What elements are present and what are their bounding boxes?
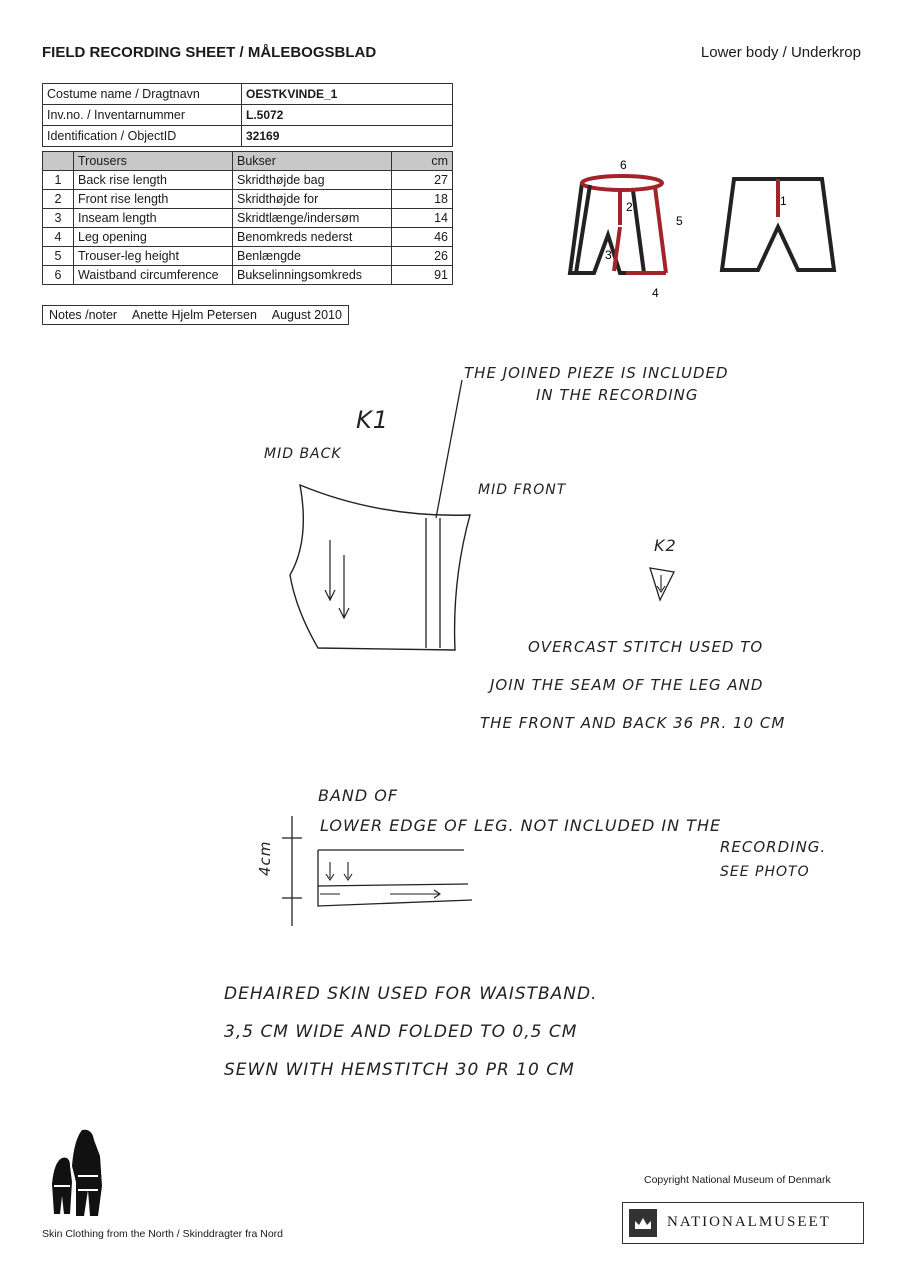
table-row [43, 84, 453, 105]
info-value: 32169 [242, 126, 453, 147]
row-label-da: Skridtlænge/indersøm [233, 209, 392, 228]
overcast-note-3: THE FRONT AND BACK 36 PR. 10 CM [480, 714, 786, 732]
adult-figure [72, 1130, 102, 1216]
notes-date: August 2010 [271, 308, 342, 322]
table-row [43, 190, 453, 209]
row-label-en: Leg opening [74, 228, 233, 247]
nationalmuseet-logo [622, 1202, 864, 1244]
k2-arrow [657, 575, 665, 592]
band-arrows [320, 862, 440, 898]
label-2: 2 [626, 200, 633, 214]
row-value: 14 [392, 209, 453, 228]
section-label: Lower body / Underkrop [700, 44, 861, 61]
k2-triangle [650, 568, 674, 600]
row-number: 5 [43, 247, 74, 266]
crown-icon [629, 1209, 657, 1237]
table-row [43, 126, 453, 147]
row-label-da: Skridthøjde bag [233, 171, 392, 190]
header-en: Trousers [74, 152, 233, 171]
band-note-1: BAND OF [318, 786, 399, 805]
joined-note-line-1: THE JOINED PIEZE IS INCLUDED [464, 364, 729, 382]
header-blank [43, 152, 74, 171]
pattern-sketch [0, 350, 905, 950]
joined-note-line-2: IN THE RECORDING [536, 386, 699, 404]
object-info-table [42, 83, 453, 147]
row-value: 27 [392, 171, 453, 190]
row-label-en: Waistband circumference [74, 266, 233, 285]
band-note-4: SEE PHOTO [720, 864, 810, 880]
row-label-da: Benomkreds nederst [233, 228, 392, 247]
band-width-label: 4cm [256, 840, 274, 876]
row-number: 2 [43, 190, 74, 209]
row-value: 46 [392, 228, 453, 247]
band-note-2: LOWER EDGE OF LEG. NOT INCLUDED IN THE [320, 816, 722, 835]
overcast-note-2: JOIN THE SEAM OF THE LEG AND [490, 676, 764, 694]
leg-height-line [655, 187, 666, 273]
row-number: 1 [43, 171, 74, 190]
project-name: Skin Clothing from the North / Skinddragter fra Nord [42, 1228, 284, 1240]
info-label: Costume name / Dragtnavn [43, 84, 242, 105]
row-value: 18 [392, 190, 453, 209]
row-label-en: Trouser-leg height [74, 247, 233, 266]
table-header-row [43, 152, 453, 171]
label-4: 4 [652, 286, 659, 300]
trouser-diagram [560, 155, 850, 305]
row-label-da: Benlængde [233, 247, 392, 266]
waistband-note-2: 3,5 CM WIDE AND FOLDED TO 0,5 CM [224, 1022, 578, 1042]
row-value: 26 [392, 247, 453, 266]
nationalmuseet-wordmark: NATIONALMUSEET [667, 1214, 831, 1230]
copyright-text: Copyright National Museum of Denmark [644, 1174, 831, 1186]
row-label-en: Inseam length [74, 209, 233, 228]
label-1: 1 [780, 194, 787, 208]
k1-piece-outline [290, 485, 470, 650]
label-3: 3 [605, 248, 612, 262]
grain-arrow-1 [325, 540, 335, 600]
notes-box [42, 305, 349, 325]
header-unit: cm [392, 152, 453, 171]
info-value: L.5072 [242, 105, 453, 126]
table-row [43, 228, 453, 247]
row-value: 91 [392, 266, 453, 285]
overcast-note-1: OVERCAST STITCH USED TO [528, 638, 764, 656]
info-label: Identification / ObjectID [43, 126, 242, 147]
skin-clothing-logo [48, 1126, 118, 1221]
label-6: 6 [620, 158, 627, 172]
info-label: Inv.no. / Inventarnummer [43, 105, 242, 126]
info-value: OESTKVINDE_1 [242, 84, 453, 105]
table-row [43, 209, 453, 228]
label-5: 5 [676, 214, 683, 228]
measurement-table [42, 151, 453, 285]
sheet-title: FIELD RECORDING SHEET / MÅLEBOGSBLAD [42, 44, 377, 61]
header-da: Bukser [233, 152, 392, 171]
row-number: 3 [43, 209, 74, 228]
grain-arrow-2 [339, 555, 349, 618]
table-row [43, 247, 453, 266]
table-row [43, 266, 453, 285]
waistband-ellipse [582, 176, 662, 190]
notes-label: Notes /noter [49, 308, 118, 322]
row-label-da: Bukselinningsomkreds [233, 266, 392, 285]
band-outline [318, 850, 472, 906]
row-number: 6 [43, 266, 74, 285]
table-row [43, 171, 453, 190]
waistband-note-1: DEHAIRED SKIN USED FOR WAISTBAND. [224, 984, 598, 1004]
k1-label: K1 [356, 406, 390, 434]
k2-label: K2 [654, 536, 677, 555]
pointer-line [436, 380, 462, 518]
notes-author: Anette Hjelm Petersen [131, 308, 257, 322]
row-label-da: Skridthøjde for [233, 190, 392, 209]
row-label-en: Back rise length [74, 171, 233, 190]
row-label-en: Front rise length [74, 190, 233, 209]
table-row [43, 105, 453, 126]
midback-label: MID BACK [264, 446, 342, 462]
midfront-label: MID FRONT [478, 482, 567, 498]
band-note-3: RECORDING. [720, 838, 827, 856]
row-number: 4 [43, 228, 74, 247]
waistband-note-3: SEWN WITH HEMSTITCH 30 PR 10 CM [224, 1060, 575, 1080]
